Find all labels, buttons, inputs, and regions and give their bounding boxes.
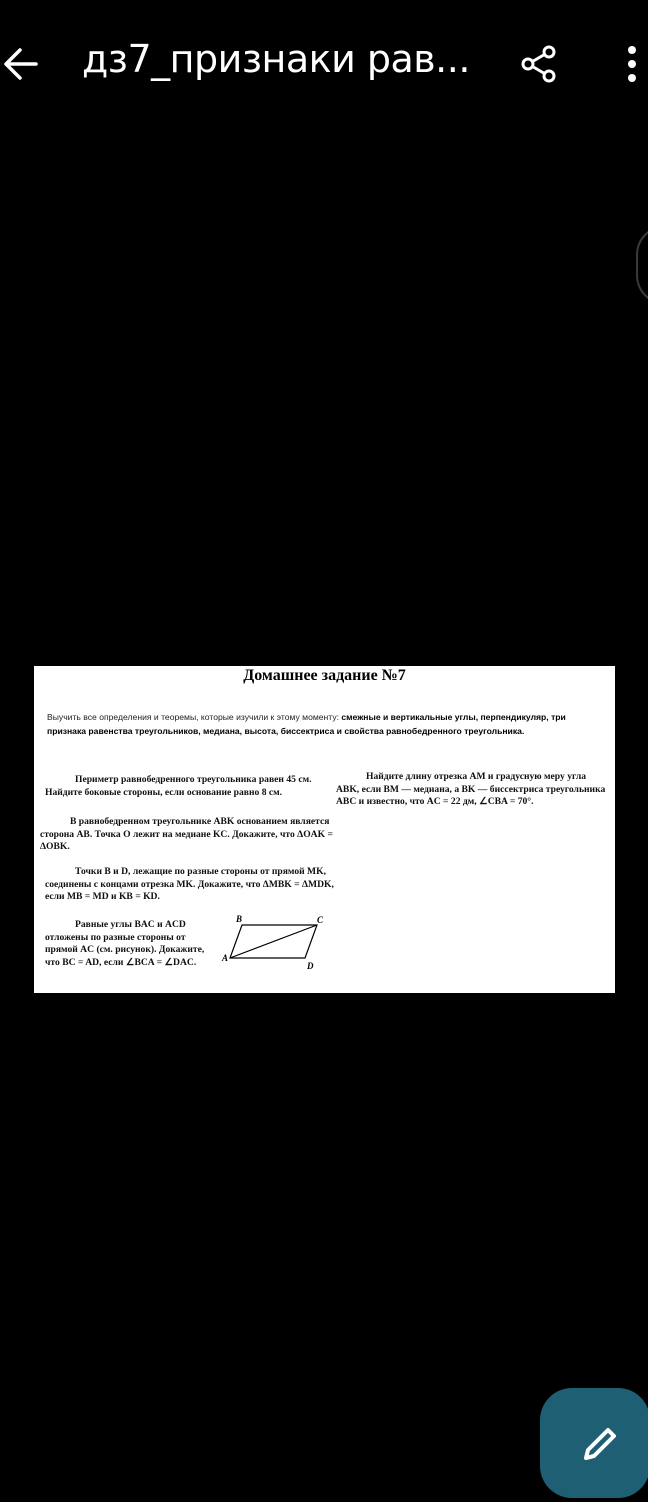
scroll-handle[interactable] (636, 225, 648, 305)
task-median-bisector: Найдите длину отрезка AM и градусную меру угла ABK, если BM — медиана, а BK — биссектриса треугольника ABC и известно, что AC = 22 дм, ∠CBA = 70°. (336, 771, 606, 807)
document-page (34, 666, 615, 993)
share-icon (518, 42, 562, 86)
edit-pencil-icon (540, 1388, 648, 1498)
homework-title: Домашнее задание №7 (243, 667, 406, 684)
parallelogram-figure (220, 914, 330, 974)
document-title: дз7_признаки рав... (82, 37, 470, 81)
intro-plain-text: Выучить все определения и теоремы, которые изучили к этому моменту: (47, 712, 342, 722)
intro-bold-text: смежные и вертикальные углы, перпендикуляр, три признака равенства треугольников, медиана, высота, биссектриса и свойства равнобедренного треугольника. (47, 712, 566, 736)
task-equal-angles: Равные углы BAC и ACD отложены по разные стороны от прямой AC (см. рисунок). Докажите, что BC = AD, если ∠BCA = ∠DAC. (45, 919, 205, 968)
share-button[interactable] (518, 42, 562, 86)
app-bar (0, 0, 648, 125)
task-points-b-d: Точки B и D, лежащие по разные стороны от прямой MK, соединены с концами отрезка MK. Докажите, что ΔMBK = ΔMDK, если MB = MD и KB = KD. (45, 866, 334, 902)
intro-paragraph (47, 710, 567, 738)
back-button[interactable] (0, 40, 44, 88)
back-arrow-icon (0, 40, 44, 88)
task-isosceles-median: В равнобедренном треугольнике ABK основанием является сторона AB. Точка O лежит на медиане KC. Докажите, что ΔOAK = ΔOBK. (40, 816, 333, 852)
label-d: D (307, 961, 314, 971)
label-b: B (236, 914, 243, 924)
more-vert-icon (620, 42, 644, 86)
more-options-button[interactable] (620, 42, 644, 86)
label-a: A (222, 953, 229, 963)
label-c: C (317, 915, 324, 925)
edit-button[interactable] (540, 1388, 648, 1498)
task-perimeter: Периметр равнобедренного треугольника равен 45 см. Найдите боковые стороны, если основание равно 8 см. (45, 774, 312, 798)
